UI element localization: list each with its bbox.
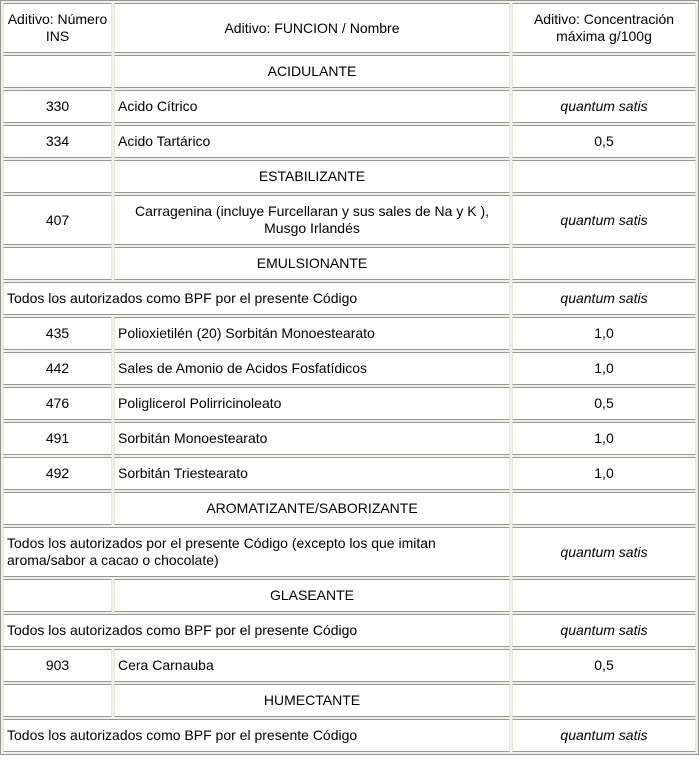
section-label-cell: EMULSIONANTE [114, 247, 510, 280]
table-row [3, 125, 696, 158]
section-label-cell: ACIDULANTE [114, 55, 510, 88]
name-span-cell: Todos los autorizados como BPF por el presente Código [3, 282, 510, 315]
section-row [3, 579, 696, 612]
empty-ins-cell [3, 579, 112, 612]
max-cell: quantum satis [512, 527, 696, 577]
table-row [3, 90, 696, 123]
max-cell: quantum satis [512, 282, 696, 315]
name-cell: Sorbitán Monoestearato [114, 422, 510, 455]
table-row [3, 282, 696, 315]
name-span-cell: Todos los autorizados como BPF por el presente Código [3, 614, 510, 647]
empty-max-cell [512, 160, 696, 193]
empty-max-cell [512, 247, 696, 280]
max-cell: 1,0 [512, 422, 696, 455]
table-row [3, 195, 696, 245]
ins-cell: 491 [3, 422, 112, 455]
name-cell: Sales de Amonio de Acidos Fosfatídicos [114, 352, 510, 385]
max-cell: quantum satis [512, 719, 696, 752]
name-cell: Sorbitán Triestearato [114, 457, 510, 490]
table-header [3, 3, 696, 53]
name-span-cell: Todos los autorizados como BPF por el presente Código [3, 719, 510, 752]
section-row [3, 160, 696, 193]
max-cell: quantum satis [512, 614, 696, 647]
empty-ins-cell [3, 160, 112, 193]
max-cell: quantum satis [512, 90, 696, 123]
section-row [3, 247, 696, 280]
empty-max-cell [512, 55, 696, 88]
table-row [3, 317, 696, 350]
empty-ins-cell [3, 247, 112, 280]
ins-cell: 476 [3, 387, 112, 420]
empty-max-cell [512, 492, 696, 525]
empty-ins-cell [3, 684, 112, 717]
name-span-cell: Todos los autorizados por el presente Código (excepto los que imitan aroma/sabor a cacao o chocolate) [3, 527, 510, 577]
max-cell: 0,5 [512, 125, 696, 158]
max-cell: 1,0 [512, 457, 696, 490]
table-row [3, 649, 696, 682]
ins-cell: 903 [3, 649, 112, 682]
empty-max-cell [512, 579, 696, 612]
section-label-cell: AROMATIZANTE/SABORIZANTE [114, 492, 510, 525]
ins-cell: 492 [3, 457, 112, 490]
section-row [3, 492, 696, 525]
ins-cell: 407 [3, 195, 112, 245]
table-row [3, 352, 696, 385]
table-row [3, 719, 696, 752]
section-row [3, 55, 696, 88]
ins-cell: 334 [3, 125, 112, 158]
table-row [3, 614, 696, 647]
name-cell: Carragenina (incluye Furcellaran y sus sales de Na y K ), Musgo Irlandés [114, 195, 510, 245]
name-cell: Acido Tartárico [114, 125, 510, 158]
ins-cell: 330 [3, 90, 112, 123]
header-row [3, 3, 696, 53]
max-cell: 1,0 [512, 352, 696, 385]
ins-cell: 435 [3, 317, 112, 350]
name-cell: Poliglicerol Polirricinoleato [114, 387, 510, 420]
section-label-cell: HUMECTANTE [114, 684, 510, 717]
table-row [3, 387, 696, 420]
ins-cell: 442 [3, 352, 112, 385]
table-body [3, 55, 696, 752]
empty-ins-cell [3, 492, 112, 525]
max-cell: 0,5 [512, 649, 696, 682]
name-cell: Cera Carnauba [114, 649, 510, 682]
header-ins-number: Aditivo: Número INS [3, 3, 112, 53]
section-row [3, 684, 696, 717]
max-cell: quantum satis [512, 195, 696, 245]
section-label-cell: GLASEANTE [114, 579, 510, 612]
header-function-name: Aditivo: FUNCION / Nombre [114, 3, 510, 53]
section-label-cell: ESTABILIZANTE [114, 160, 510, 193]
name-cell: Acido Cítrico [114, 90, 510, 123]
name-cell: Polioxietilén (20) Sorbitán Monoestearato [114, 317, 510, 350]
table-row [3, 422, 696, 455]
empty-max-cell [512, 684, 696, 717]
table-row [3, 457, 696, 490]
header-max-concentration: Aditivo: Concentración máxima g/100g [512, 3, 696, 53]
empty-ins-cell [3, 55, 112, 88]
max-cell: 1,0 [512, 317, 696, 350]
table-row [3, 527, 696, 577]
max-cell: 0,5 [512, 387, 696, 420]
